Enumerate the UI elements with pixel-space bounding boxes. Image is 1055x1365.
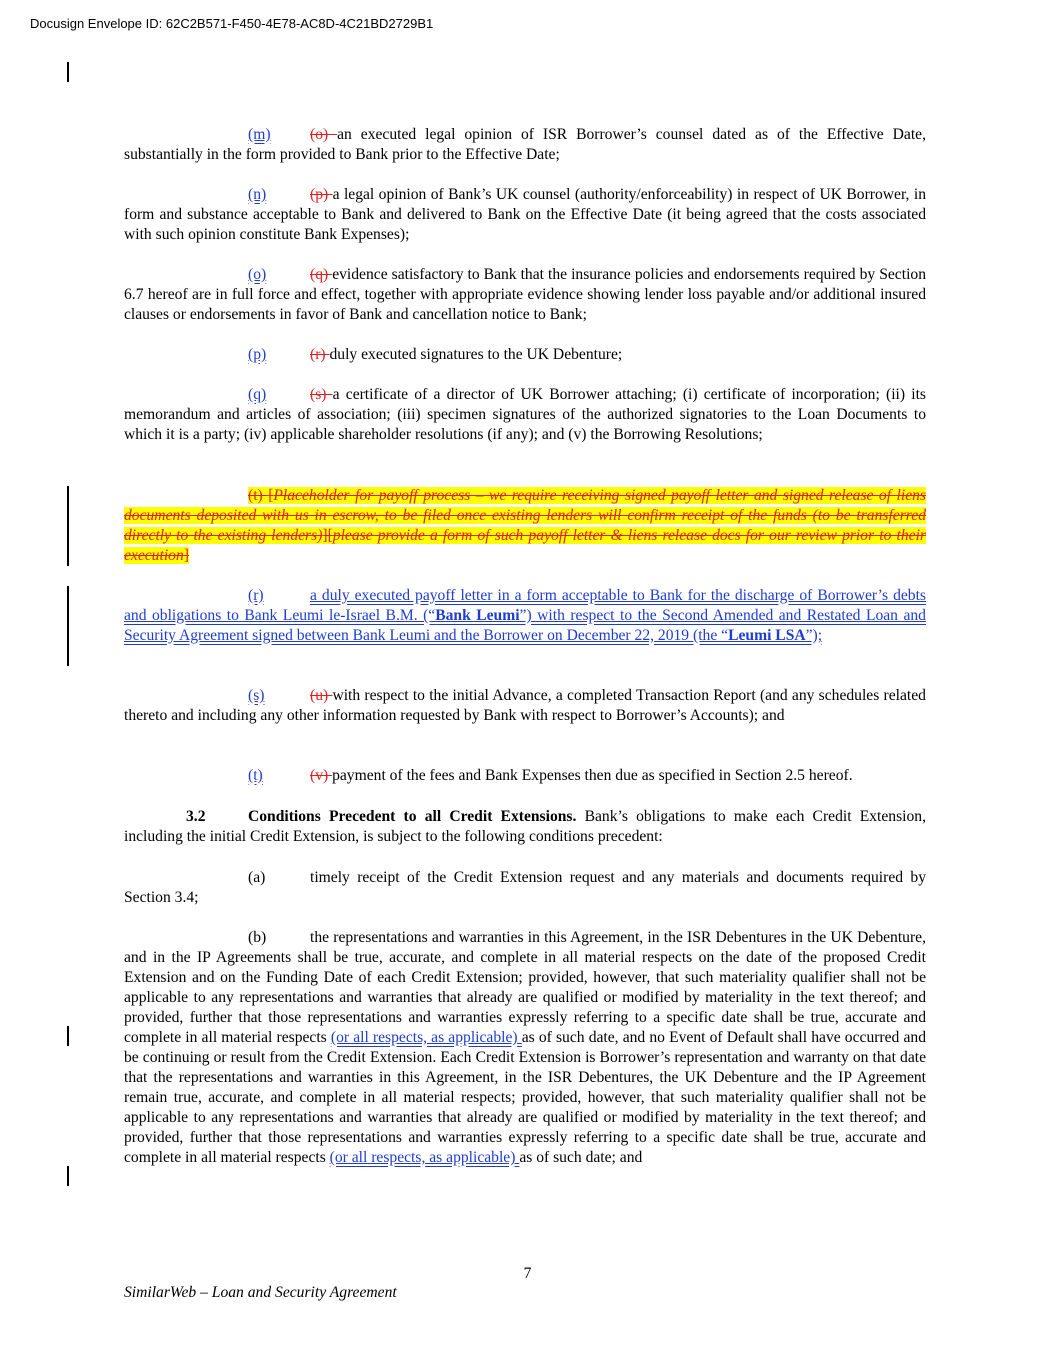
item-s: (s) (u) with respect to the initial Advance, a completed Transaction Report (and any schedules related thereto and including any other information requested by Bank with respect to Borrower’s Accounts); and: [124, 687, 926, 724]
change-bar: [67, 62, 69, 82]
defined-term: Bank Leumi: [435, 607, 520, 624]
item-number-new: (o): [248, 266, 267, 283]
section-number: 3.2: [186, 808, 206, 825]
item-number-new: (t): [248, 767, 263, 784]
item-q: (q) (s) a certificate of a director of UK Borrower attaching; (i) certificate of incorporation; (ii) its memorandum and articles of association; (iii) specimen signatures of the authorized signatories to the Loan Documents to which it is a party; (iv) applicable shareholder resolutions (if any); and (v) the Borrowing Resolutions;: [124, 386, 926, 443]
subitem-number: (a): [248, 869, 266, 886]
item-o: (o) (q) evidence satisfactory to Bank that the insurance policies and endorsements required by Section 6.7 hereof are in full force and effect, together with appropriate evidence showing lender loss payable and/or additional insured clauses or endorsements in favor of Bank and cancellation notice to Bank;: [124, 266, 926, 323]
item-number-new: (r): [248, 587, 264, 604]
item-number-new: (s): [248, 687, 265, 704]
defined-term: Leumi LSA: [728, 627, 806, 644]
item-number-deleted: (r): [310, 346, 330, 363]
item-number-deleted: (s): [310, 386, 333, 403]
item-number-deleted: (p): [310, 186, 333, 203]
subitem-number: (b): [248, 929, 267, 946]
item-number-deleted: (q): [310, 266, 333, 283]
item-number-new: (n): [248, 186, 267, 203]
inserted-text: (or all respects, as applicable): [330, 1029, 522, 1046]
item-number-deleted: (o): [310, 126, 338, 143]
footer-title: SimilarWeb – Loan and Security Agreement: [124, 1284, 397, 1301]
item-m: (m) (o) an executed legal opinion of ISR Borrower’s counsel dated as of the Effective Date, substantially in the form provided to Bank prior to the Effective Date;: [124, 126, 926, 163]
inserted-text: (or all respects, as applicable): [329, 1149, 520, 1166]
item-number-deleted: (u): [310, 687, 333, 704]
change-bar: [67, 586, 69, 666]
subitem-b: (b) the representations and warranties in this Agreement, in the ISR Debentures in the UK Debenture, and in the IP Agreements shall be true, accurate, and complete in all material respects on the date of the proposed Credit Extension and on the Funding Date of each Credit Extension; provided, however, that such materiality qualifier shall not be applicable to any representations and warranties that already are qualified or modified by materiality in the text thereof; and provided, further that those representations and warranties expressly referring to a specific date shall be true, accurate and complete in all material respects (or all respects, as applicable) as of such date, and no Event of Default shall have occurred and be continuing or result from the Credit Extension. Each Credit Extension is Borrower’s representation and warranty on that date that the representations and warranties in this Agreement, in the ISR Debentures, the UK Debenture and the IP Agreement remain true, accurate, and complete in all material respects; provided, however, that such materiality qualifier shall not be applicable to any representations and warranties that already are qualified or modified by materiality in the text thereof; and provided, further that those representations and warranties expressly referring to a specific date shall be true, accurate and complete in all material respects (or all respects, as applicable) as of such date; and: [124, 929, 926, 1166]
change-bar: [67, 486, 69, 566]
envelope-id: Docusign Envelope ID: 62C2B571-F450-4E78-AC8D-4C21BD2729B1: [30, 16, 434, 31]
item-t: (t) (v) payment of the fees and Bank Expenses then due as specified in Section 2.5 hereof.: [248, 767, 853, 784]
section-3-2: 3.2 Conditions Precedent to all Credit Extensions. Bank’s obligations to make each Credit Extension, including the initial Credit Extension, is subject to the following conditions precedent:: [124, 808, 926, 845]
item-number-new: (q): [248, 386, 267, 403]
item-number-new: (p): [248, 346, 267, 363]
subitem-a: (a) timely receipt of the Credit Extension request and any materials and documents required by Section 3.4;: [124, 869, 926, 906]
item-n: (n) (p) a legal opinion of Bank’s UK counsel (authority/enforceability) in respect of UK Borrower, in form and substance acceptable to Bank and delivered to Bank on the Effective Date (it being agreed that the costs associated with such opinion constitute Bank Expenses);: [124, 186, 926, 243]
change-bar: [67, 1026, 69, 1046]
deleted-placeholder-item: (t) [Placeholder for payoff process – we require receiving signed payoff letter and signed release of liens documents deposited with us in escrow, to be filed once existing lenders will confirm receipt of the funds (to be transferred directly to the existing lenders)][please provide a form of such payoff letter & liens release docs for our review prior to their execution]: [124, 487, 926, 564]
deleted-placeholder-request: please provide a form of such payoff letter & liens release docs for our review prior to their execution: [124, 527, 926, 564]
item-number-deleted: (t): [248, 487, 269, 504]
item-number-new: (m): [248, 126, 271, 143]
item-number-deleted: (v): [310, 767, 333, 784]
change-bar: [67, 1166, 69, 1186]
section-title: Conditions Precedent to all Credit Extensions.: [248, 808, 577, 825]
item-r-inserted: (r) a duly executed payoff letter in a form acceptable to Bank for the discharge of Borrower’s debts and obligations to Bank Leumi le-Israel B.M. (“Bank Leumi”) with respect to the Second Amended and Restated Loan and Security Agreement signed between Bank Leumi and the Borrower on December 22, 2019 (the “Leumi LSA”);: [124, 587, 926, 644]
item-p: (p) (r) duly executed signatures to the UK Debenture;: [248, 346, 623, 363]
page-number: 7: [523, 1265, 532, 1282]
deleted-placeholder-text: Placeholder for payoff process – we require receiving signed payoff letter and signed release of liens documents deposited with us in escrow, to be filed once existing lenders will confirm receipt of the funds (to be transferred directly to the existing lenders): [124, 487, 926, 544]
